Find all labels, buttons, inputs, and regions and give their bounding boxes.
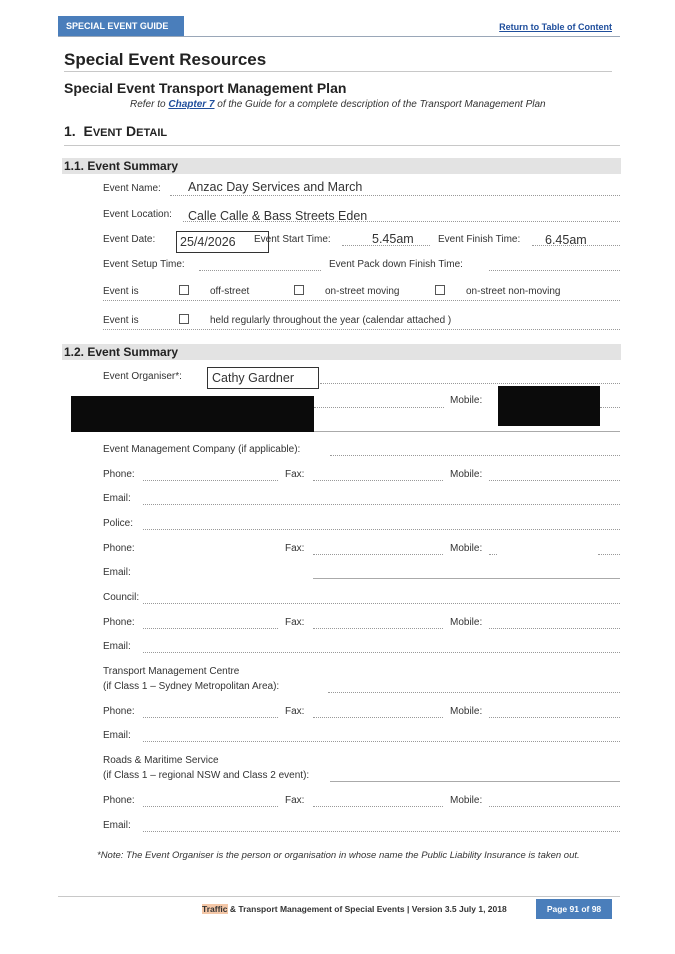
tmc-fax-label: Fax:: [285, 706, 305, 717]
footer-text: [202, 904, 507, 914]
rms-fax-label: Fax:: [285, 795, 305, 806]
regular-event-label: held regularly throughout the year (calendar attached ): [210, 315, 452, 326]
rms-label-line1: Roads & Maritime Service: [103, 755, 219, 766]
refer-suffix: of the Guide for a complete description of the Transport Management Plan: [214, 99, 546, 110]
regular-event-checkbox[interactable]: [179, 314, 189, 324]
rms-phone-label: Phone:: [103, 795, 135, 806]
organiser-mobile-label: Mobile:: [450, 395, 483, 406]
offstreet-label: off-street: [210, 286, 250, 297]
emc-phone-line[interactable]: [143, 480, 278, 481]
plan-subtitle: Special Event Transport Management Plan: [64, 80, 347, 96]
police-mobile-line[interactable]: [489, 554, 497, 555]
footer-version: & Transport Management of Special Events | Version 3.5 July 1, 2018: [227, 904, 507, 914]
contacts-bar: [62, 344, 621, 360]
page-title: Special Event Resources: [64, 50, 267, 69]
regular-line: [103, 329, 620, 330]
finish-time-label: Event Finish Time:: [438, 234, 521, 245]
council-line[interactable]: [143, 603, 620, 604]
organiser-line: [320, 383, 620, 384]
organiser-label: Event Organiser*:: [103, 371, 182, 382]
guide-header-tab: SPECIAL EVENT GUIDE: [58, 16, 184, 36]
rms-label-line2: (if Class 1 – regional NSW and Class 2 event):: [103, 770, 310, 781]
event-date-label: Event Date:: [103, 234, 156, 245]
organiser-email-line: [314, 431, 620, 432]
event-summary-bar: [62, 158, 621, 174]
tmc-phone-line[interactable]: [143, 717, 278, 718]
start-time-value[interactable]: 5.45am: [372, 232, 414, 246]
tmc-email-label: Email:: [103, 730, 131, 741]
page-number-badge: Page 91 of 98: [536, 899, 612, 919]
organiser-footnote: *Note: The Event Organiser is the person or organisation in whose name the Public Liability Insurance is taken out.: [97, 850, 580, 861]
offstreet-checkbox[interactable]: [179, 285, 189, 295]
refer-note: [130, 99, 546, 110]
footer-rule: [58, 896, 620, 897]
packdown-line[interactable]: [489, 270, 620, 271]
heading-letter-d: D: [126, 123, 137, 139]
police-line[interactable]: [143, 529, 620, 530]
rms-line[interactable]: [330, 781, 620, 782]
tmc-email-line[interactable]: [143, 741, 620, 742]
emc-mobile-label: Mobile:: [450, 469, 483, 480]
police-email-line[interactable]: [313, 578, 620, 579]
police-email-label: Email:: [103, 567, 131, 578]
organiser-mobile-line: [600, 407, 620, 408]
onstreet-moving-label: on-street moving: [325, 286, 400, 297]
event-is-label: Event is: [103, 286, 139, 297]
refer-prefix: Refer to: [130, 99, 169, 110]
event-date-value[interactable]: 25/4/2026: [176, 231, 269, 253]
emc-label: Event Management Company (if applicable):: [103, 444, 301, 455]
tmc-phone-label: Phone:: [103, 706, 135, 717]
onstreet-moving-checkbox[interactable]: [294, 285, 304, 295]
council-fax-label: Fax:: [285, 617, 305, 628]
onstreet-nonmoving-label: on-street non-moving: [466, 286, 561, 297]
section-event-detail-heading: [64, 123, 167, 139]
setup-time-label: Event Setup Time:: [103, 259, 185, 270]
event-name-label: Event Name:: [103, 183, 161, 194]
police-mobile-line-end: [598, 554, 620, 555]
heading-letter-e: E: [83, 123, 93, 139]
organiser-value[interactable]: Cathy Gardner: [207, 367, 319, 389]
council-fax-line[interactable]: [313, 628, 443, 629]
redacted-address-block: [71, 396, 314, 432]
rms-mobile-line[interactable]: [489, 806, 620, 807]
packdown-label: Event Pack down Finish Time:: [329, 259, 463, 270]
council-phone-line[interactable]: [143, 628, 278, 629]
council-email-label: Email:: [103, 641, 131, 652]
emc-email-line[interactable]: [143, 504, 620, 505]
contacts-heading: 1.2. Event Summary: [64, 345, 179, 359]
return-to-toc-link[interactable]: Return to Table of Content: [499, 22, 612, 32]
footer-highlight: Traffic: [202, 904, 228, 914]
emc-email-label: Email:: [103, 493, 131, 504]
section-rule: [64, 145, 620, 146]
start-time-label: Event Start Time:: [254, 234, 331, 245]
council-label: Council:: [103, 592, 140, 603]
organiser-phone-line: [314, 407, 444, 408]
tmc-fax-line[interactable]: [313, 717, 443, 718]
tmc-label-line1: Transport Management Centre: [103, 666, 240, 677]
heading-rest-etail: ETAIL: [136, 127, 168, 139]
event-is-label-2: Event is: [103, 315, 139, 326]
event-location-value[interactable]: Calle Calle & Bass Streets Eden: [188, 209, 368, 223]
police-fax-label: Fax:: [285, 543, 305, 554]
council-mobile-line[interactable]: [489, 628, 620, 629]
emc-fax-line[interactable]: [313, 480, 443, 481]
event-summary-heading: 1.1. Event Summary: [64, 159, 179, 173]
council-mobile-label: Mobile:: [450, 617, 483, 628]
police-mobile-label: Mobile:: [450, 543, 483, 554]
rms-fax-line[interactable]: [313, 806, 443, 807]
event-name-line: [170, 195, 620, 196]
emc-phone-label: Phone:: [103, 469, 135, 480]
police-phone-label: Phone:: [103, 543, 135, 554]
heading-rest-vent: VENT: [92, 127, 123, 139]
emc-fax-label: Fax:: [285, 469, 305, 480]
police-label: Police:: [103, 518, 134, 529]
police-fax-line[interactable]: [313, 554, 443, 555]
rms-email-line[interactable]: [143, 831, 620, 832]
header-rule: [58, 36, 620, 37]
title-rule: [64, 71, 612, 72]
tmc-mobile-line[interactable]: [489, 717, 620, 718]
tmc-line[interactable]: [328, 692, 620, 693]
event-name-value[interactable]: Anzac Day Services and March: [188, 180, 363, 194]
rms-mobile-label: Mobile:: [450, 795, 483, 806]
event-is-line: [103, 300, 620, 301]
emc-mobile-line[interactable]: [489, 480, 620, 481]
redacted-mobile-block: [498, 386, 600, 426]
emc-line[interactable]: [330, 455, 620, 456]
rms-email-label: Email:: [103, 820, 131, 831]
council-email-line[interactable]: [143, 652, 620, 653]
event-location-label: Event Location:: [103, 209, 172, 220]
chapter-7-link[interactable]: Chapter 7: [168, 99, 215, 110]
council-phone-label: Phone:: [103, 617, 135, 628]
setup-time-line[interactable]: [199, 270, 321, 271]
finish-time-value[interactable]: 6.45am: [545, 233, 587, 247]
onstreet-nonmoving-checkbox[interactable]: [435, 285, 445, 295]
rms-phone-line[interactable]: [143, 806, 278, 807]
tmc-mobile-label: Mobile:: [450, 706, 483, 717]
tmc-label-line2: (if Class 1 – Sydney Metropolitan Area):: [103, 681, 280, 692]
section-number: 1.: [64, 123, 76, 139]
